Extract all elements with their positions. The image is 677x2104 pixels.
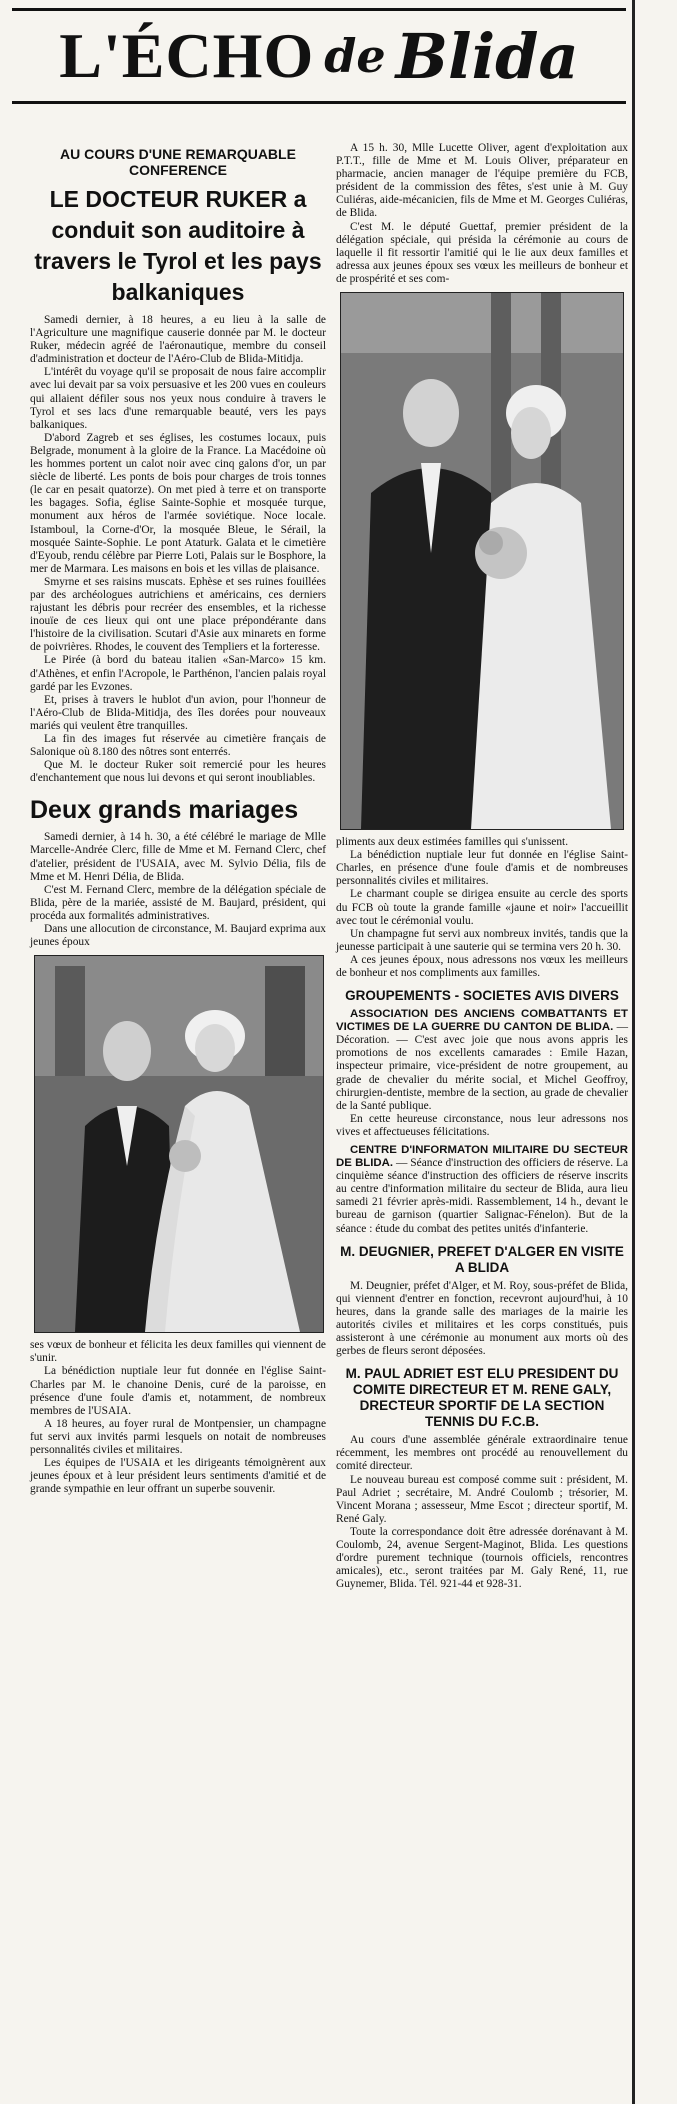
wedding-photo-right: [340, 292, 624, 830]
article2b-paragraph: A ces jeunes époux, nous adressons nos vœux les meilleurs de bonheur et nos compliments aux familles.: [336, 953, 628, 979]
article2b-paragraph: La bénédiction nuptiale leur fut donnée en l'église Saint-Charles, en présence d'une foule d'amis et de nombreuses personnalités civiles et militaires.: [336, 849, 628, 888]
article2b-paragraph: Le charmant couple se dirigea ensuite au cercle des sports du FCB où toute la grande famille «jaune et noir» l'accueillit avec tout le cérémonial voulu.: [336, 888, 628, 927]
adriet-paragraph: Le nouveau bureau est composé comme suit : président, M. Paul Adriet ; secrétaire, M. André Coulomb ; trésorier, M. Vincent Morana ; assesseur, Mme Escot ; directeur sportif, M. René Galy.: [336, 1473, 628, 1525]
masthead-city: Blida: [395, 19, 579, 93]
article2b-paragraph: Un champagne fut servi aux nombreux invités, tandis que la jeunesse participait à une sauterie qui se termina vers 20 h. 30.: [336, 927, 628, 953]
groupements-assoc-body: — Décoration. — C'est avec joie que nous avons appris les promotions de nos excellents camarades : Emile Hazan, inspecteur primaire, vice-président de notre groupement, au grade de chevalier du mérite social, et Michel Geoffroy, chirurgien-dentiste, membre de la section, au grade de chevalier de la Santé publique.: [336, 1021, 628, 1112]
deugnier-headline: M. DEUGNIER, PREFET D'ALGER EN VISITE A BLIDA: [340, 1243, 624, 1275]
deugnier-body: M. Deugnier, préfet d'Alger, et M. Roy, sous-préfet de Blida, qui viennent d'entrer en fonction, recevront aujourd'hui, à 10 heures, dans la grande salle des mariages de la mairie les autorités civiles et militaires et les corps constitués, puis assisteront à une cérémonie au monument aux morts où des gerbes de fleurs seront déposées.: [336, 1279, 628, 1358]
article1-paragraph: Smyrne et ses raisins muscats. Ephèse et ses ruines fouillées par des archéologues autrichiens et américains, ces derniers rajustant les débris pour recréer des ensembles, et la richesse inouïe de ces lieux qui ont une place prépondérante dans l'histoire de la civilisation. Scutari d'Asie aux minarets en forme de poivrières. Rhodes, le couvent des Templiers et la forteresse.: [30, 575, 326, 654]
article1-paragraph: D'abord Zagreb et ses églises, les costumes locaux, puis Belgrade, monument à la gloire de la France. La Macédoine où les hommes portent un calot noir avec cinq galons d'or, un par siècle de liberté. Les ponts de bois pour charges de trois tonnes (le car en pesait quatorze). On met pied à terre et on transporte les bagages. Sofia, église Sainte-Sophie et mosquée turque, monument aux héros de l'armée soviétique. Noce locale. Istamboul, la Corne-d'Or, la mosquée Bleue, le Sérail, la mosquée Sainte-Sophie. Le pont Ataturk. Galata et le cimetière d'Eyoub, rendu célèbre par Pierre Loti, Palais sur le Bosphore, la mer de Marmara. Les maisons en bois et les villas de plaisance.: [30, 431, 326, 575]
article2-headline: Deux grands mariages: [30, 796, 299, 825]
adriet-paragraph: Toute la correspondance doit être adressée dorénavant à M. Coulomb, 24, avenue Sergent-Maginot, Blida. Les questions d'ordre purement technique (tournois officiels, rencontres amicales), etc., seront traitées par M. Galy René, 11, rue Guynemer, Blida. Tél. 921-44 et 928-31.: [336, 1525, 628, 1591]
groupements-paragraph: En cette heureuse circonstance, nous leur adressons nos vives et affectueuses félicitations.: [336, 1112, 628, 1138]
wedding-photo-right-image: [341, 293, 623, 829]
article1-paragraph: Et, prises à travers le hublot d'un avion, pour l'honneur de l'Aéro-Club de Blida-Mitidja, des îles dorées pour nouveaux mariés qui veulent être tranquilles.: [30, 693, 326, 732]
article2-paragraph: La bénédiction nuptiale leur fut donnée en l'église Saint-Charles par M. le chanoine Denis, curé de la paroisse, en présence d'une foule d'amis et, notamment, de nombreux membres de l'USAIA.: [30, 1365, 326, 1417]
adriet-paragraph: Au cours d'une assemblée générale extraordinaire tenue récemment, les membres ont procédé au renouvellement du comité directeur.: [336, 1434, 628, 1473]
article2b-paragraph: C'est M. le député Guettaf, premier président de la délégation spéciale, qui présida la cérémonie au cours de laquelle il fit ressortir l'amitié qui le lie aux deux familles et adressa aux jeunes époux ses vœux les meilleurs de bonheur et de prospérité et ses com-: [336, 220, 628, 285]
article1-paragraph: Samedi dernier, à 18 heures, a eu lieu à la salle de l'Agriculture une magnifique causerie donnée par M. le docteur Ruker, médecin agréé de l'aéronautique, membre du conseil d'administration et docteur de l'Aéro-Club de Blida-Mitidja.: [30, 314, 326, 366]
article2b-paragraph: pliments aux deux estimées familles qui s'unissent.: [336, 836, 569, 849]
article1-headline: LE DOCTEUR RUKER a conduit son auditoire à travers le Tyrol et les pays balkaniques: [34, 186, 322, 305]
article2b-paragraph: A 15 h. 30, Mlle Lucette Oliver, agent d'exploitation aux P.T.T., fille de Mme et M. Louis Oliver, préparateur en pharmacie, ancien manager de l'équipe première du FCB, président de la commission des fêtes, s'est unie à M. Guy Culiéras, aide-mécanicien, fils de Mme et M. Georges Culiéras, de Blida.: [336, 142, 628, 220]
right-column: [336, 142, 628, 1591]
groupements-centre: [336, 1144, 628, 1236]
article2-paragraph: Les équipes de l'USAIA et les dirigeants témoignèrent aux jeunes époux et à leur président leurs sentiments d'amitié et de grande sympathie en leur offrant un superbe souvenir.: [30, 1457, 326, 1496]
column-rule: [632, 0, 635, 2104]
adriet-headline: M. PAUL ADRIET EST ELU PRESIDENT DU COMITE DIRECTEUR ET M. RENE GALY, DRECTEUR SPORTIF DE LA SECTION TENNIS DU F.C.B.: [345, 1366, 619, 1430]
masthead: [12, 8, 626, 104]
article1-paragraph: Le Pirée (à bord du bateau italien «San-Marco» 15 km. d'Athènes, et enfin l'Acropole, le Parthénon, l'ancien palais royal gardé par les Evzones.: [30, 654, 326, 693]
wedding-photo-left: [34, 955, 324, 1333]
article2-paragraph: Dans une allocution de circonstance, M. Baujard exprima aux jeunes époux: [30, 923, 326, 949]
masthead-title: L'ÉCHO: [59, 20, 315, 91]
groupements-centre-title: CENTRE D'INFORMATON MILITAIRE DU SECTEUR DE BLIDA.: [336, 1144, 628, 1170]
groupements-headline: GROUPEMENTS - SOCIETES AVIS DIVERS: [345, 988, 619, 1004]
groupements-assoc-title: [336, 1008, 628, 1113]
groupements-centre-body: — Séance d'instruction des officiers de réserve. La cinquième séance d'instruction des officiers de réserve inscrits au centre d'information militaire du secteur de Blida, aura lieu samedi 21 février après-midi. Rassemblement, 14 h., devant le bureau de garnison (quartier Salignac-Fénelon). But de la séance : étude du combat des petites unités d'infanterie.: [336, 1157, 628, 1235]
wedding-photo-left-image: [35, 956, 323, 1332]
article1-paragraph: L'intérêt du voyage qu'il se proposait de nous faire accomplir avec lui devait par sa voix persuasive et les 200 vues en couleurs qui allaient défiler sous nos yeux nous conduire à travers le Tyrol et ses lacs d'une remarquable beauté, vers les pays balkaniques.: [30, 366, 326, 431]
article2-paragraph: A 18 heures, au foyer rural de Montpensier, un champagne fut servi aux invités parmi lesquels on notait de nombreuses personnalités civiles et militaires.: [30, 1417, 326, 1456]
article1-paragraph: Que M. le docteur Ruker soit remercié pour les heures d'enchantement que nous lui devons et qui seront inoubliables.: [30, 759, 326, 785]
article1-kicker: AU COURS D'UNE REMARQUABLE CONFERENCE: [60, 146, 296, 178]
article2-paragraph: C'est M. Fernand Clerc, membre de la délégation spéciale de Blida, père de la mariée, assisté de M. Baujard, président, qui procéda aux formalités administratives.: [30, 883, 326, 922]
masthead-de: de: [324, 29, 386, 83]
article1-paragraph: La fin des images fut réservée au cimetière français de Salonique où 8.180 des nôtres sont enterrés.: [30, 733, 326, 759]
article2-paragraph: ses vœux de bonheur et félicita les deux familles qui viennent de s'unir.: [30, 1339, 326, 1365]
groupements-assoc-title-text: ASSOCIATION DES ANCIENS COMBATTANTS ET VICTIMES DE LA GUERRE DU CANTON DE BLIDA.: [336, 1008, 628, 1034]
left-column: [30, 142, 326, 1496]
article2-paragraph: Samedi dernier, à 14 h. 30, a été célébré le mariage de Mlle Marcelle-Andrée Clerc, fille de Mme et M. Fernand Clerc, chef d'atelier, président de l'USAIA, avec M. Sylvio Délia, fils de Mme et M. Henri Délia, de Blida.: [30, 831, 326, 883]
